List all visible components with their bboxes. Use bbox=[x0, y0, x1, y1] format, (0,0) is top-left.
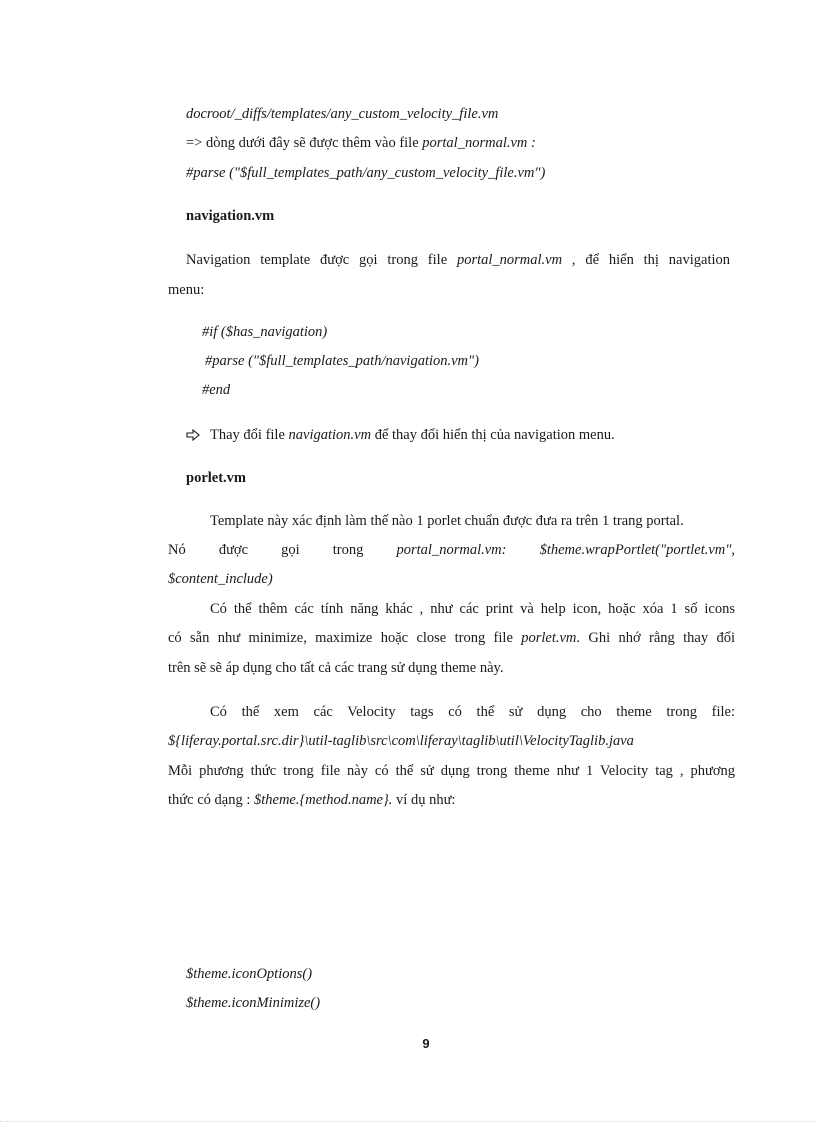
navigation-paragraph-line1 bbox=[186, 251, 730, 269]
porlet-file: portal_normal.vm: bbox=[396, 542, 507, 558]
example-icon-options: $theme.iconOptions() bbox=[186, 966, 313, 982]
porlet5-text-a: có sẵn như minimize, maximize hoặc close trong file bbox=[168, 630, 522, 646]
bullet-text-a: Thay đổi file bbox=[210, 427, 289, 443]
page-bottom-border bbox=[0, 1121, 816, 1122]
arrow-note-line bbox=[186, 134, 536, 152]
velocity4-text-b: ví dụ như: bbox=[392, 792, 456, 808]
velocity4-text-a: thức có dạng : bbox=[168, 792, 254, 808]
bullet-file: navigation.vm bbox=[288, 427, 372, 443]
navigation-paragraph-line2: menu: bbox=[168, 282, 205, 298]
arrow-right-icon bbox=[186, 429, 200, 441]
bullet-line bbox=[186, 426, 615, 444]
porlet-paragraph-line3: $content_include) bbox=[168, 571, 273, 587]
arrow-note-file: portal_normal.vm : bbox=[422, 135, 536, 151]
velocity-paragraph-line1: Có thể xem các Velocity tags có thể sử dụng cho theme trong file: bbox=[210, 704, 735, 720]
velocity4-code: $theme.{method.name}. bbox=[253, 792, 393, 808]
file-path-line: docroot/_diffs/templates/any_custom_velocity_file.vm bbox=[186, 106, 499, 122]
code-if-line: #if ($has_navigation) bbox=[202, 324, 328, 340]
bullet-text-b: để thay đổi hiển thị của navigation menu. bbox=[371, 427, 615, 443]
porlet5-text-b: . Ghi nhớ rằng thay đổi bbox=[576, 630, 735, 646]
porlet-paragraph-line2 bbox=[168, 541, 735, 559]
nav-text-b: , để hiển thị navigation bbox=[562, 252, 730, 268]
example-icon-minimize: $theme.iconMinimize() bbox=[186, 995, 321, 1011]
code-end-line: #end bbox=[202, 382, 231, 398]
heading-navigation: navigation.vm bbox=[186, 208, 275, 224]
arrow-note-text: => dòng dưới đây sẽ được thêm vào file bbox=[186, 135, 423, 151]
page-number: 9 bbox=[422, 1036, 430, 1051]
nav-text-a: Navigation template được gọi trong file bbox=[186, 252, 457, 268]
velocity-paragraph-line3: Mỗi phương thức trong file này có thể sử dụng trong theme như 1 Velocity tag , phương bbox=[168, 763, 735, 779]
code-parse-line: #parse ("$full_templates_path/navigation.vm") bbox=[205, 353, 479, 369]
parse-directive-line: #parse ("$full_templates_path/any_custom_velocity_file.vm") bbox=[186, 165, 546, 181]
velocity-paragraph-line4 bbox=[168, 791, 455, 809]
porlet-text-a: Nó được gọi trong bbox=[168, 542, 397, 558]
heading-porlet: porlet.vm bbox=[186, 470, 246, 486]
velocity-path-line: ${liferay.portal.src.dir}\util-taglib\src\com\liferay\taglib\util\VelocityTaglib.java bbox=[168, 733, 634, 749]
porlet-paragraph-line6: trên sẽ sẽ áp dụng cho tất cả các trang sử dụng theme này. bbox=[168, 660, 504, 676]
porlet-code: $theme.wrapPortlet("portlet.vm", bbox=[539, 542, 735, 558]
porlet5-file: porlet.vm bbox=[521, 630, 577, 646]
porlet-paragraph-line1: Template này xác định làm thế nào 1 porlet chuẩn được đưa ra trên 1 trang portal. bbox=[210, 513, 684, 529]
nav-file: portal_normal.vm bbox=[456, 252, 563, 268]
porlet-paragraph-line5 bbox=[168, 629, 735, 647]
porlet-paragraph-line4: Có thể thêm các tính năng khác , như các print và help icon, hoặc xóa 1 số icons bbox=[210, 601, 735, 617]
